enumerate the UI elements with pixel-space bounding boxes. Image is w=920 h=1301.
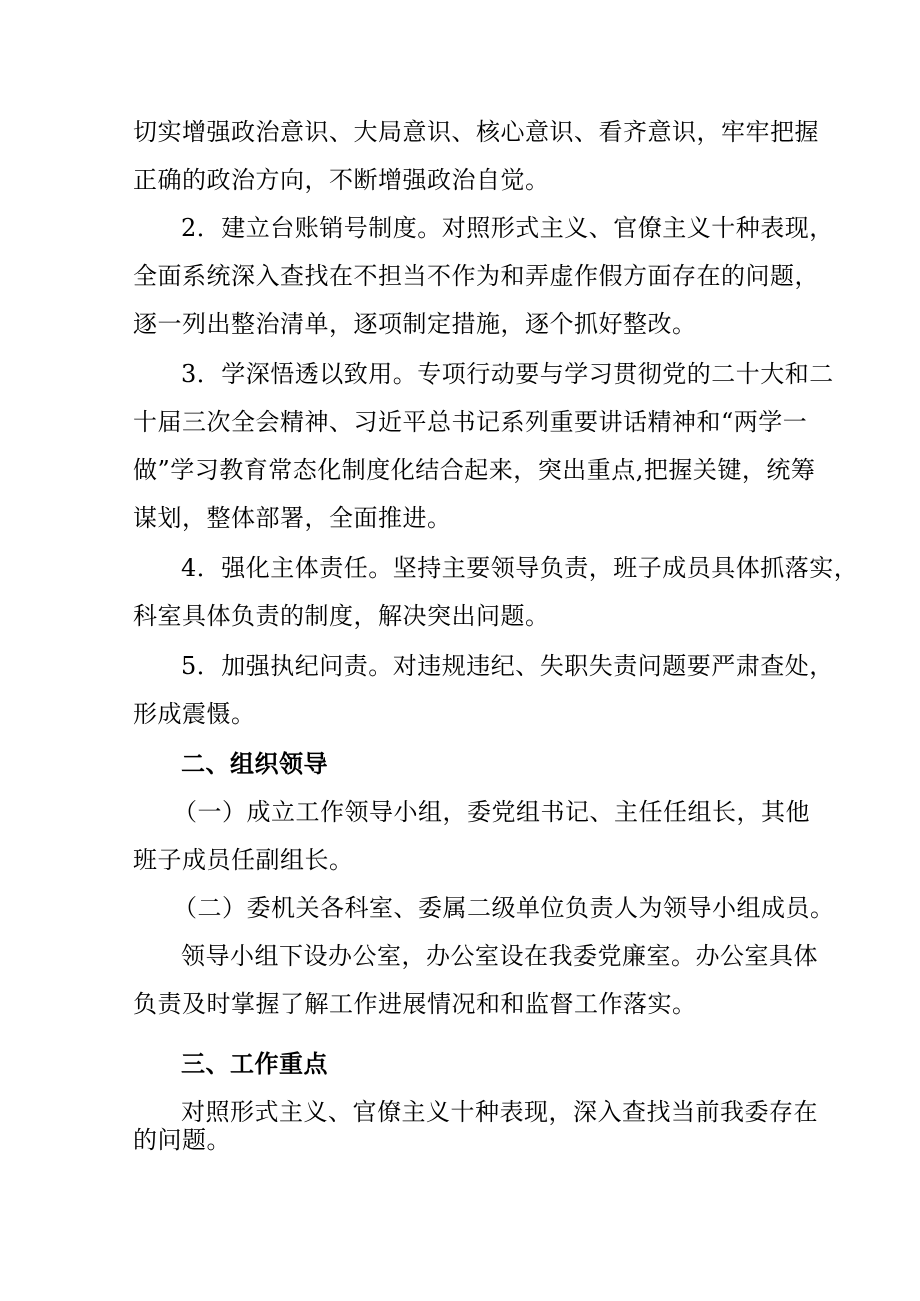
list-item-4-line: 4．强化主体责任。坚持主要领导负责，班子成员具体抓落实， — [181, 554, 859, 582]
list-item-4-line: 科室具体负责的制度，解决突出问题。 — [133, 602, 550, 630]
office-paragraph-line: 负责及时掌握了解工作进展情况和和监督工作落实。 — [133, 990, 697, 1018]
list-item-2-line: 2．建立台账销号制度。对照形式主义、官僚主义十种表现， — [181, 214, 834, 242]
subsection-2-line: （二）委机关各科室、委属二级单位负责人为领导小组成员。 — [173, 894, 835, 922]
subsection-1-line: 班子成员任副组长。 — [133, 846, 354, 874]
list-item-2-line: 逐一列出整治清单，逐项制定措施，逐个抓好整改。 — [133, 310, 697, 338]
list-item-3-line: 谋划，整体部署，全面推进。 — [133, 504, 452, 532]
section-heading-organization: 二、组织领导 — [181, 750, 328, 778]
list-item-3-line: 十届三次全会精神、习近平总书记系列重要讲话精神和“两学一 — [133, 408, 808, 436]
paragraph-line: 切实增强政治意识、大局意识、核心意识、看齐意识，牢牢把握 — [133, 118, 819, 146]
list-item-2-line: 全面系统深入查找在不担当不作为和弄虚作假方面存在的问题， — [133, 262, 819, 290]
subsection-1-line: （一）成立工作领导小组，委党组书记、主任任组长，其他 — [173, 798, 810, 826]
list-item-5-line: 5．加强执纪问责。对违规违纪、失职失责问题要严肃查处， — [181, 652, 834, 680]
list-item-5-line: 形成震慑。 — [133, 700, 256, 728]
list-item-3-line: 做”学习教育常态化制度化结合起来，突出重点,把握关键，统筹 — [133, 456, 816, 484]
office-paragraph-line: 领导小组下设办公室，办公室设在我委党廉室。办公室具体 — [181, 942, 818, 970]
focus-paragraph-line: 的问题。 — [133, 1126, 231, 1154]
paragraph-line: 正确的政治方向，不断增强政治自觉。 — [133, 166, 550, 194]
list-item-3-line: 3．学深悟透以致用。专项行动要与学习贯彻党的二十大和二 — [181, 360, 834, 388]
section-heading-focus: 三、工作重点 — [181, 1050, 328, 1078]
focus-paragraph-line: 对照形式主义、官僚主义十种表现，深入查找当前我委存在 — [181, 1098, 818, 1126]
